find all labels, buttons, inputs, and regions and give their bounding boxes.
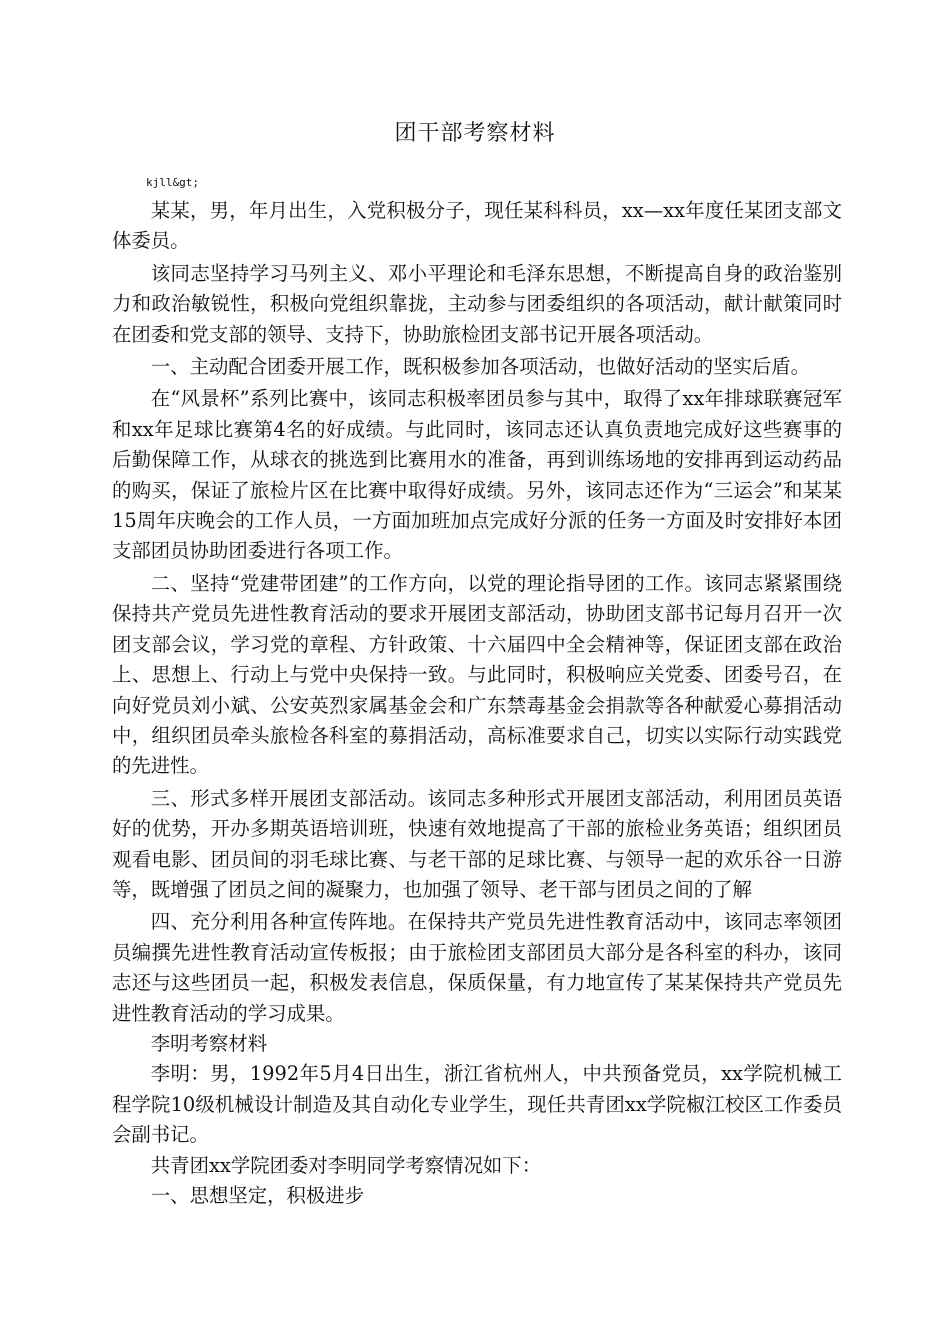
document-body [112,196,842,1211]
paragraph-profile: 李明：男，1992年5月4日出生，浙江省杭州人，中共预备党员，xx学院机械工程学院10级机械设计制造及其自动化专业学生，现任共青团xx学院椒江校区工作委员会副书记。 [112,1062,842,1147]
paragraph-heading-3: 三、形式多样开展团支部活动。该同志多种形式开展团支部活动，利用团员英语好的优势，开办多期英语培训班，快速有效地提高了干部的旅检业务英语；组织团员观看电影、团员间的羽毛球比赛、与老干部的足球比赛、与领导一起的欢乐谷一日游等，既增强了团员之间的凝聚力，也加强了领导、老干部与团员之间的了解 [112,786,842,901]
paragraph-assessment-intro: 共青团xx学院团委对李明同学考察情况如下： [150,1153,542,1177]
paragraph-subtitle: 李明考察材料 [150,1031,268,1055]
paragraph-section-1: 一、思想坚定，积极进步 [150,1184,365,1207]
stray-text: kjll&gt; [146,176,199,189]
paragraph-sports: 在“风景杯”系列比赛中，该同志积极率团员参与其中，取得了xx年排球联赛冠军和xx年足球比赛第4名的好成绩。与此同时，该同志还认真负责地完成好这些赛事的后勤保障工作，从球衣的挑选到比赛用水的准备，再到训练场地的安排再到运动药品的购买，保证了旅检片区在比赛中取得好成绩。另外，该同志还作为“三运会”和某某15周年庆晚会的工作人员，一方面加班加点完成好分派的任务一方面及时安排好本团支部团员协助团委进行各项工作。 [112,387,842,563]
paragraph-summary: 该同志坚持学习马列主义、邓小平理论和毛泽东思想，不断提高自身的政治鉴别力和政治敏锐性，积极向党组织靠拢，主动参与团委组织的各项活动，献计献策同时在团委和党支部的领导、支持下，协助旅检团支部书记开展各项活动。 [112,261,842,346]
document-title: 团干部考察材料 [394,121,556,146]
paragraph-heading-1: 一、主动配合团委开展工作，既积极参加各项活动，也做好活动的坚实后盾。 [150,355,811,379]
paragraph-heading-4: 四、充分利用各种宣传阵地。在保持共产党员先进性教育活动中，该同志率领团员编撰先进性教育活动宣传板报；由于旅检团支部团员大部分是各科室的科办，该同志还与这些团员一起，积极发表信息，保质保量，有力地宣传了某某保持共产党员先进性教育活动的学习成果。 [112,910,842,1025]
paragraph-intro: 某某，男，年月出生，入党积极分子，现任某科科员，xx—xx年度任某团支部文体委员。 [112,199,842,253]
paragraph-heading-2: 二、坚持“党建带团建”的工作方向，以党的理论指导团的工作。该同志紧紧围绕保持共产党员先进性教育活动的要求开展团支部活动，协助团支部书记每月召开一次团支部会议，学习党的章程、方针政策、十六届四中全会精神等，保证团支部在政治上、思想上、行动上与党中央保持一致。与此同时，积极响应关党委、团委号召，在向好党员刘小斌、公安英烈家属基金会和广东禁毒基金会捐款等各种献爱心募捐活动中，组织团员牵头旅检各科室的募捐活动，高标准要求自己，切实以实际行动实践党的先进性。 [112,571,842,778]
